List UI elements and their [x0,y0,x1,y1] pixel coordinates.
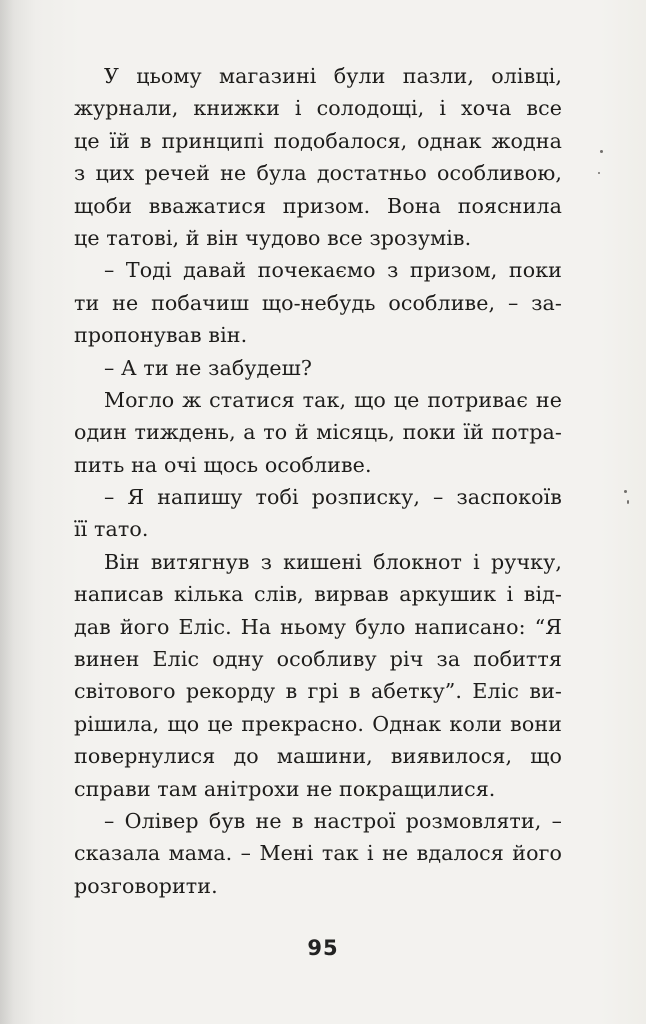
text-line: ти не побачиш що-небудь особливе, – за- [74,290,562,315]
text-line: це татові, й він чудово все зрозумів. [74,225,472,250]
text-line: – Олівер був не в настрої розмовляти, – [104,808,562,833]
paragraph [74,352,562,384]
paper-speck [600,150,603,153]
text-line: У цьому магазині були пазли, олівці, [104,64,562,88]
paragraph [74,254,562,351]
text-line: написав кілька слів, вирвав аркушик і від- [74,582,562,607]
text-line: – А ти не забудеш? [104,355,312,380]
body-text [74,60,562,902]
text-line: один тиждень, а то й місяць, поки їй потра- [74,420,562,445]
text-line: це їй в принципі подобалося, однак жодна [74,128,562,153]
text-line: Він витягнув з кишені блокнот і ручку, [104,549,562,574]
paragraph [74,546,562,805]
text-line: пить на очі щось особливе. [74,452,372,477]
paper-speck [598,172,600,174]
text-line: світового рекорду в грі в абетку”. Еліс ви- [74,679,562,704]
page-number: 95 [307,936,339,960]
paragraph [74,384,562,481]
text-line: журнали, книжки і солодощі, і хоча все [74,96,562,121]
text-line: – Я напишу тобі розписку, – заспокоїв [104,485,562,510]
paper-speck [624,490,627,493]
text-line: винен Еліс одну особливу річ за побиття [74,647,562,672]
text-line: розговорити. [74,873,218,898]
text-line: пропонував він. [74,323,248,348]
text-line: рішила, що це прекрасно. Однак коли вони [74,711,562,736]
paragraph [74,481,562,546]
text-line: щоби вважатися призом. Вона пояснила [74,193,562,218]
text-line: дав його Еліс. На ньому було написано: “Я [74,614,562,639]
paragraph [74,805,562,902]
paper-speck [627,500,629,504]
text-line: її тато. [74,517,149,542]
text-line: справи там анітрохи не покращилися. [74,776,496,801]
text-line: – Тоді давай почекаємо з призом, поки [104,258,562,283]
text-line: повернулися до машини, виявилося, що [74,744,562,769]
text-line: Могло ж статися так, що це потриває не [104,387,562,412]
paragraph [74,60,562,254]
text-line: з цих речей не була достатньо особливою, [74,161,562,186]
text-line: сказала мама. – Мені так і не вдалося його [74,841,562,866]
